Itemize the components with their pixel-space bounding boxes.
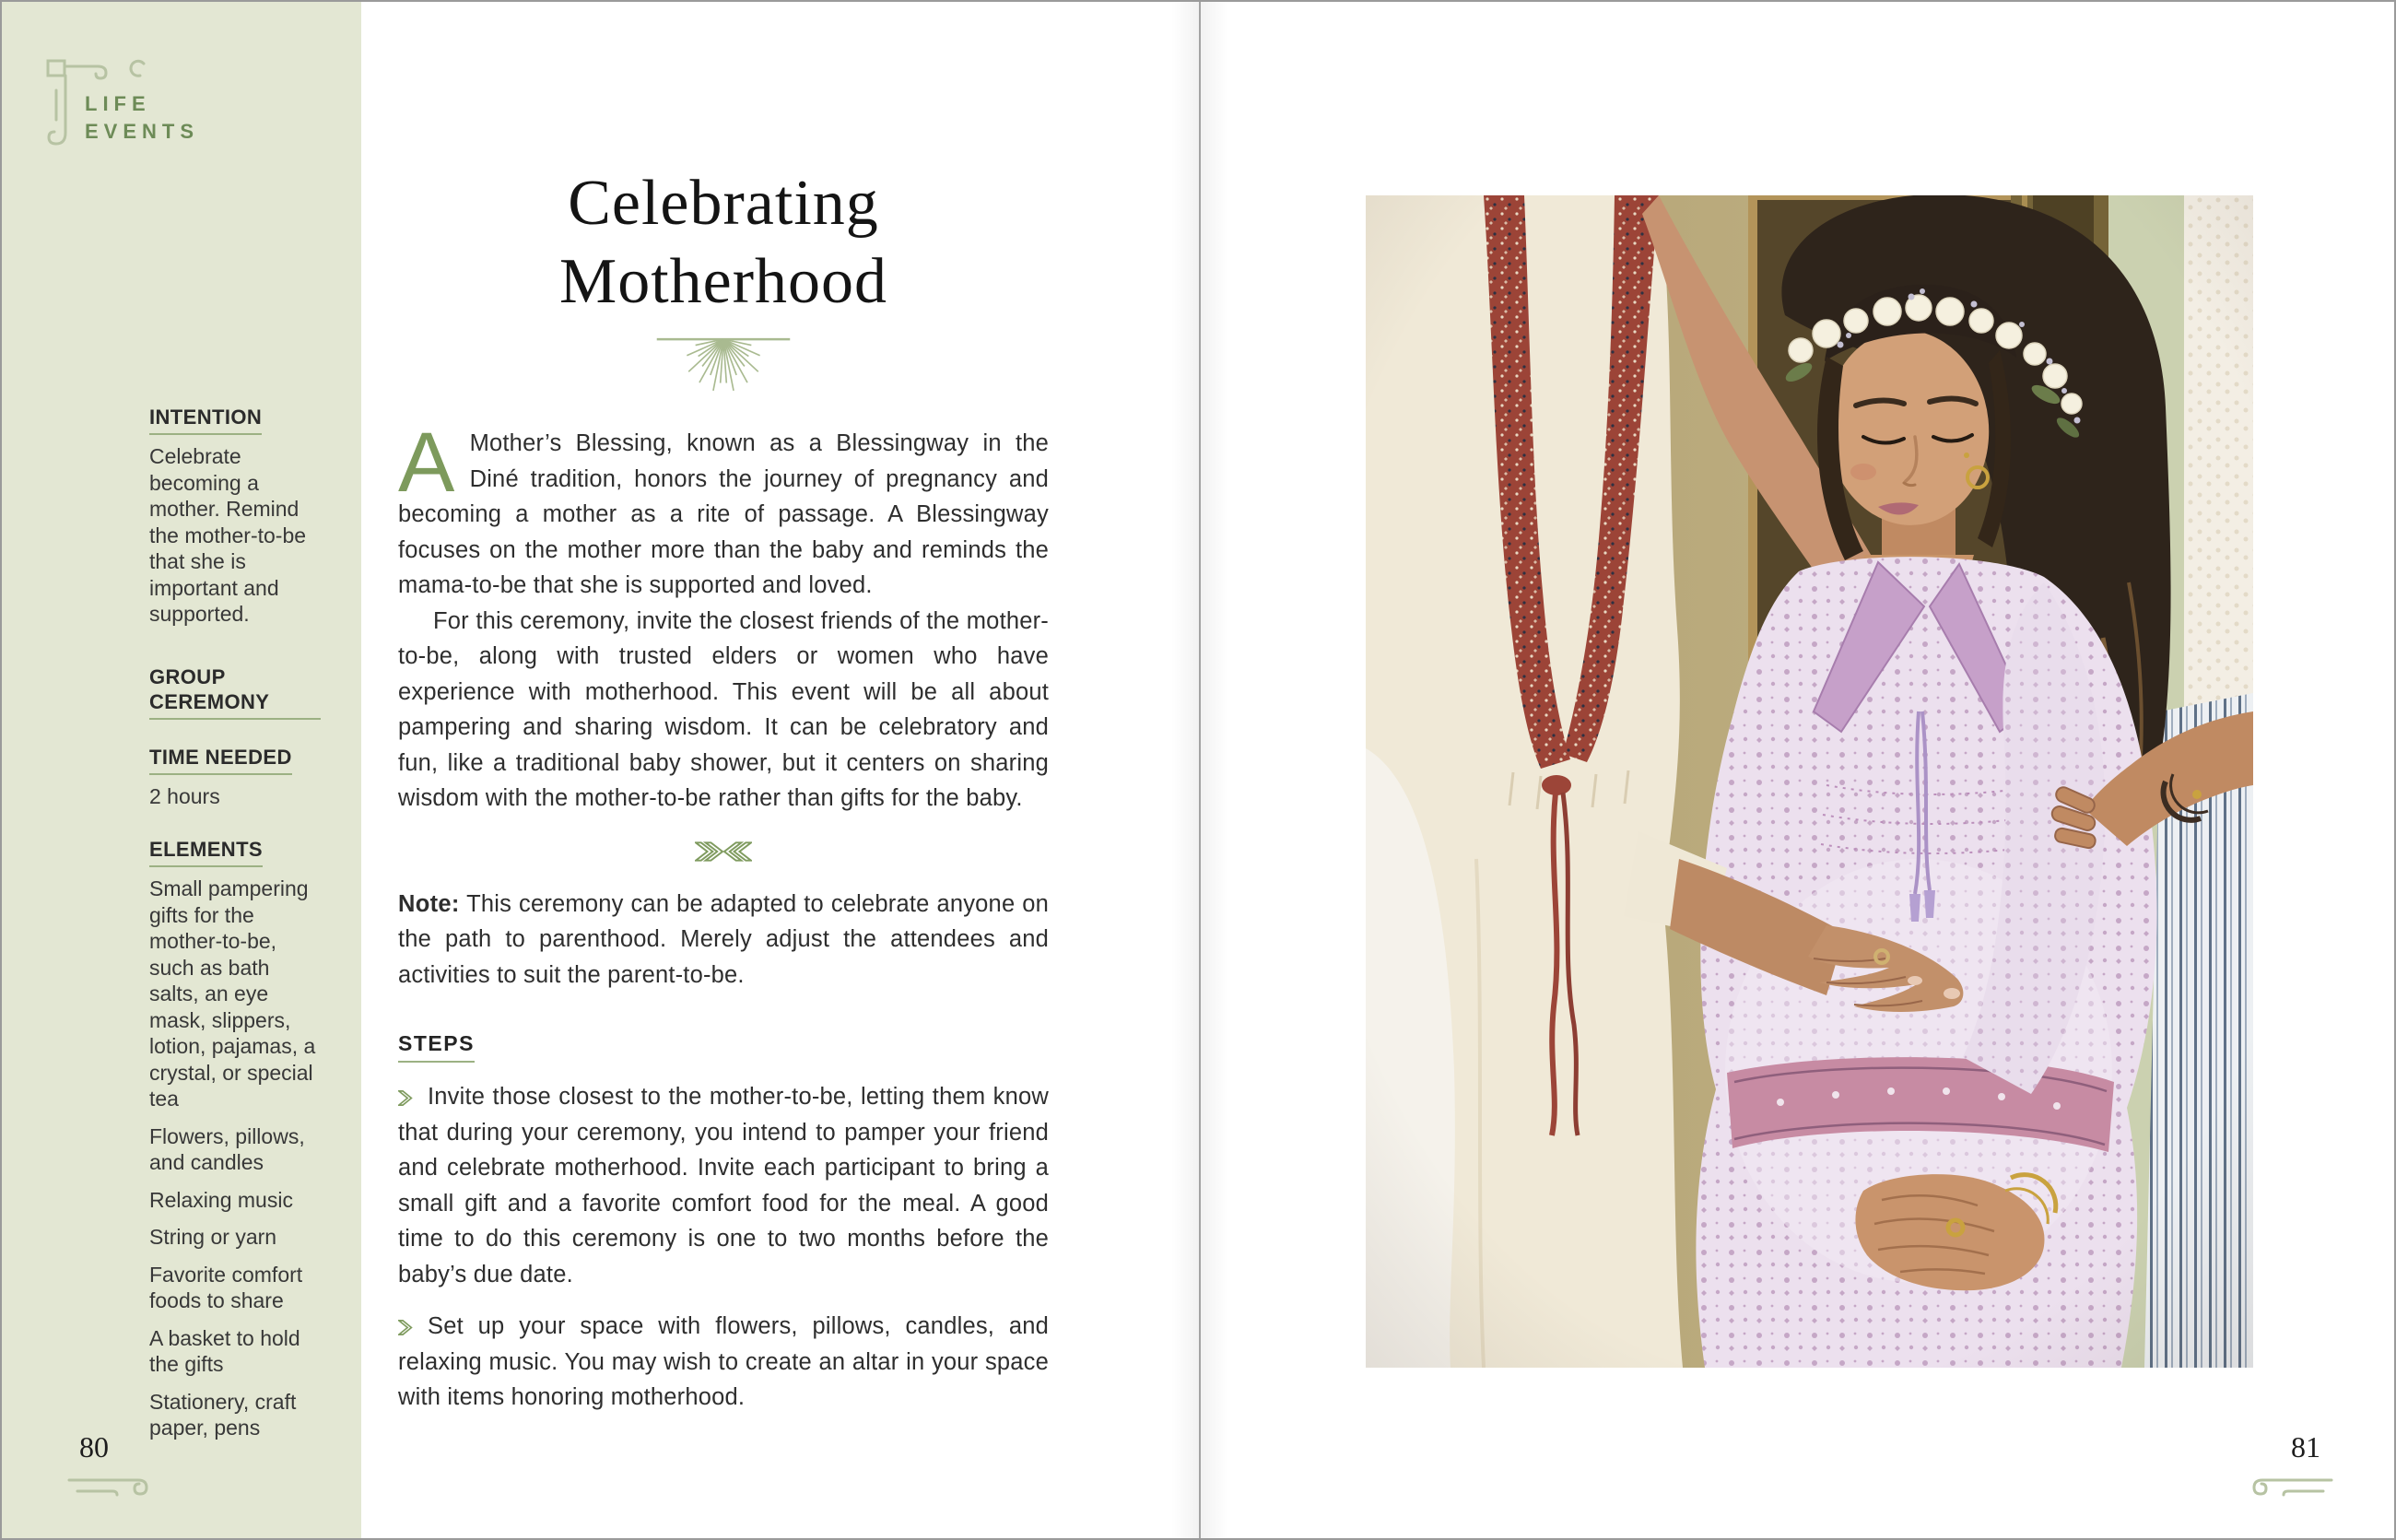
- steps-heading: STEPS: [398, 1031, 475, 1063]
- element-item: Flowers, pillows, and candles: [149, 1123, 305, 1174]
- life-events-logo: [85, 90, 199, 146]
- note-paragraph: [398, 887, 1049, 993]
- chevron-bullet-icon: [398, 1320, 418, 1335]
- paragraph-2: For this ceremony, invite the closest friends of the mother-to-be, along with trusted elders or women who have experience with motherhood. This event will be all about pampering and sharing wisdom. It can be celebratory and fun, like a traditional baby shower, but it centers on sharing wisdom with the mother-to-be rather than gifts for the baby.: [398, 607, 1049, 811]
- sidebar-content: [149, 405, 321, 1441]
- intention-heading: INTENTION: [149, 405, 262, 435]
- element-item: A basket to hold the gifts: [149, 1325, 300, 1376]
- time-needed-heading: TIME NEEDED: [149, 745, 292, 775]
- logo-line-1: LIFE: [85, 92, 151, 115]
- step-1: [398, 1079, 1049, 1292]
- element-item: Small pampering gifts for the mother-to-be, such as bath salts, an eye mask, slippers, lotion, pajamas, a crystal, or special tea: [149, 876, 316, 1111]
- paragraph-1-text: Mother’s Blessing, known as a Blessingway in the Diné tradition, honors the journey of pregnancy and becoming a mother as a rite of passage. A Blessingway focuses on the mother more than the baby and reminds the mama-to-be that she is supported and loved.: [398, 430, 1049, 598]
- flourish-bottom-right-icon: [2247, 1471, 2334, 1502]
- article: [398, 2, 1049, 1416]
- chevron-bullet-icon: [398, 1090, 418, 1106]
- note-text: This ceremony can be adapted to celebrate anyone on the path to parenthood. Merely adjust the attendees and activities to suit the parent-to-be.: [398, 890, 1049, 988]
- element-item: String or yarn: [149, 1225, 277, 1249]
- title-line-2: Motherhood: [558, 246, 888, 317]
- title-line-1: Celebrating: [568, 168, 879, 239]
- elements-heading: ELEMENTS: [149, 837, 263, 867]
- body-copy: [398, 416, 1049, 817]
- sunburst-ornament-icon: [654, 335, 793, 394]
- paragraph-1: [398, 416, 1049, 604]
- element-item: Favorite comfort foods to share: [149, 1262, 303, 1312]
- flourish-bottom-left-icon: [66, 1471, 154, 1502]
- chevron-divider-icon: [695, 841, 752, 863]
- time-needed-body: 2 hours: [149, 783, 220, 808]
- step-2: [398, 1309, 1049, 1416]
- page-title: [398, 164, 1049, 321]
- drop-cap: A: [398, 416, 455, 510]
- section-group-ceremony: [149, 664, 321, 720]
- photo: [1366, 195, 2253, 1368]
- element-item: Relaxing music: [149, 1187, 293, 1212]
- section-elements: [149, 837, 321, 1441]
- group-ceremony-heading: GROUP CEREMONY: [149, 664, 321, 720]
- intention-body: Celebrate becoming a mother. Remind the mother-to-be that she is important and supported.: [149, 444, 307, 626]
- element-item: Stationery, craft paper, pens: [149, 1389, 297, 1440]
- spine-shadow: [1171, 2, 1199, 1538]
- logo-line-2: EVENTS: [85, 120, 200, 143]
- step-2-text: Set up your space with flowers, pillows, candles, and relaxing music. You may wish to create an altar in your space with items honoring motherhood.: [398, 1313, 1049, 1410]
- note-label: Note:: [398, 890, 460, 917]
- page-spine-divider: [1199, 2, 1201, 1538]
- section-intention: [149, 405, 321, 628]
- step-1-text: Invite those closest to the mother-to-be, letting them know that during your ceremony, you intend to pamper your friend and celebrate motherhood. Invite each participant to bring a small gift and a favorite comfort food for the meal. A good time to do this ceremony is one to two months before the baby’s due date.: [398, 1084, 1049, 1287]
- page-number-left: 80: [79, 1430, 109, 1464]
- section-time-needed: [149, 745, 321, 810]
- sidebar: [2, 2, 361, 1538]
- spine-shadow: [1201, 2, 1228, 1538]
- page-number-right: 81: [2291, 1430, 2320, 1464]
